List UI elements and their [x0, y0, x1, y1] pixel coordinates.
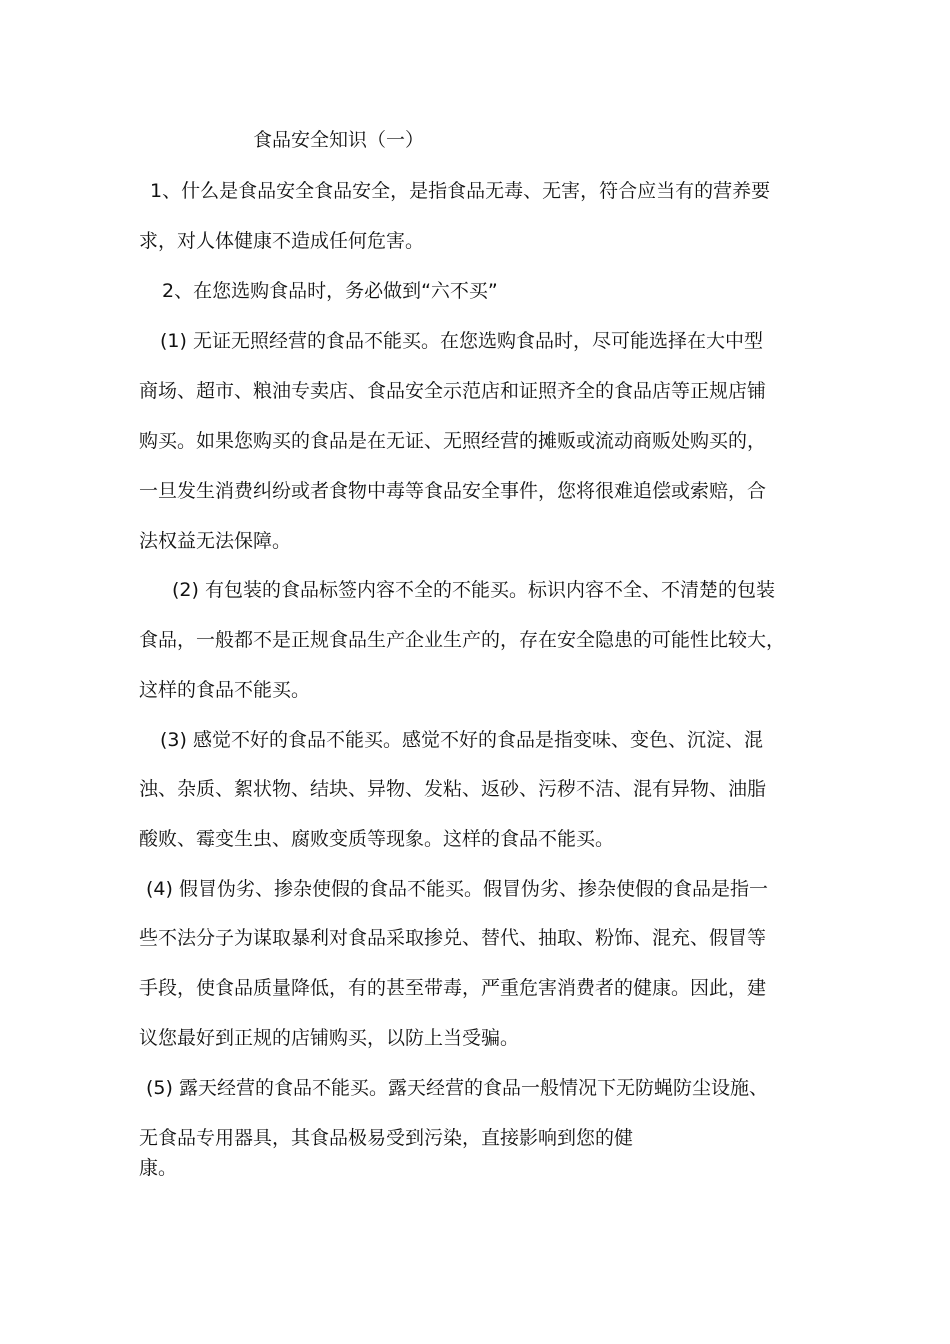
- text-line: 康。: [139, 1157, 178, 1179]
- text-line: 2、在您选购食品时，务必做到“六不买”: [162, 280, 498, 302]
- text-line: 这样的食品不能买。: [139, 679, 311, 701]
- text-line: 一旦发生消费纠纷或者食物中毒等食品安全事件，您将很难追偿或索赔，合: [139, 480, 767, 502]
- text-line: 浊、杂质、絮状物、结块、异物、发粘、返砂、污秽不洁、混有异物、油脂: [139, 778, 767, 800]
- text-line: 法权益无法保障。: [139, 530, 292, 552]
- text-line: 1、什么是食品安全食品安全，是指食品无毒、无害，符合应当有的营养要: [150, 180, 771, 202]
- text-line: 食品，一般都不是正规食品生产企业生产的，存在安全隐患的可能性比较大，: [139, 629, 786, 651]
- text-line: (1) 无证无照经营的食品不能买。在您选购食品时，尽可能选择在大中型: [160, 330, 763, 352]
- text-line: 些不法分子为谋取暴利对食品采取掺兑、替代、抽取、粉饰、混充、假冒等: [139, 927, 767, 949]
- text-line: 手段，使食品质量降低，有的甚至带毒，严重危害消费者的健康。因此，建: [139, 977, 767, 999]
- text-line: 酸败、霉变生虫、腐败变质等现象。这样的食品不能买。: [139, 828, 615, 850]
- text-line: (3) 感觉不好的食品不能买。感觉不好的食品是指变味、变色、沉淀、混: [160, 729, 763, 751]
- text-line: 议您最好到正规的店铺购买，以防上当受骗。: [139, 1027, 520, 1049]
- text-line: (2) 有包装的食品标签内容不全的不能买。标识内容不全、不清楚的包装: [172, 579, 775, 601]
- text-line: 购买。如果您购买的食品是在无证、无照经营的摊贩或流动商贩处购买的，: [139, 430, 767, 452]
- text-line: (5) 露天经营的食品不能买。露天经营的食品一般情况下无防蝇防尘设施、: [146, 1077, 768, 1099]
- text-line: (4) 假冒伪劣、掺杂使假的食品不能买。假冒伪劣、掺杂使假的食品是指一: [146, 878, 768, 900]
- document-title: 食品安全知识（一）: [253, 129, 425, 151]
- text-line: 无食品专用器具，其食品极易受到污染，直接影响到您的健: [139, 1127, 634, 1149]
- text-line: 商场、超市、粮油专卖店、食品安全示范店和证照齐全的食品店等正规店铺: [139, 380, 767, 402]
- text-line: 求，对人体健康不造成任何危害。: [139, 230, 425, 252]
